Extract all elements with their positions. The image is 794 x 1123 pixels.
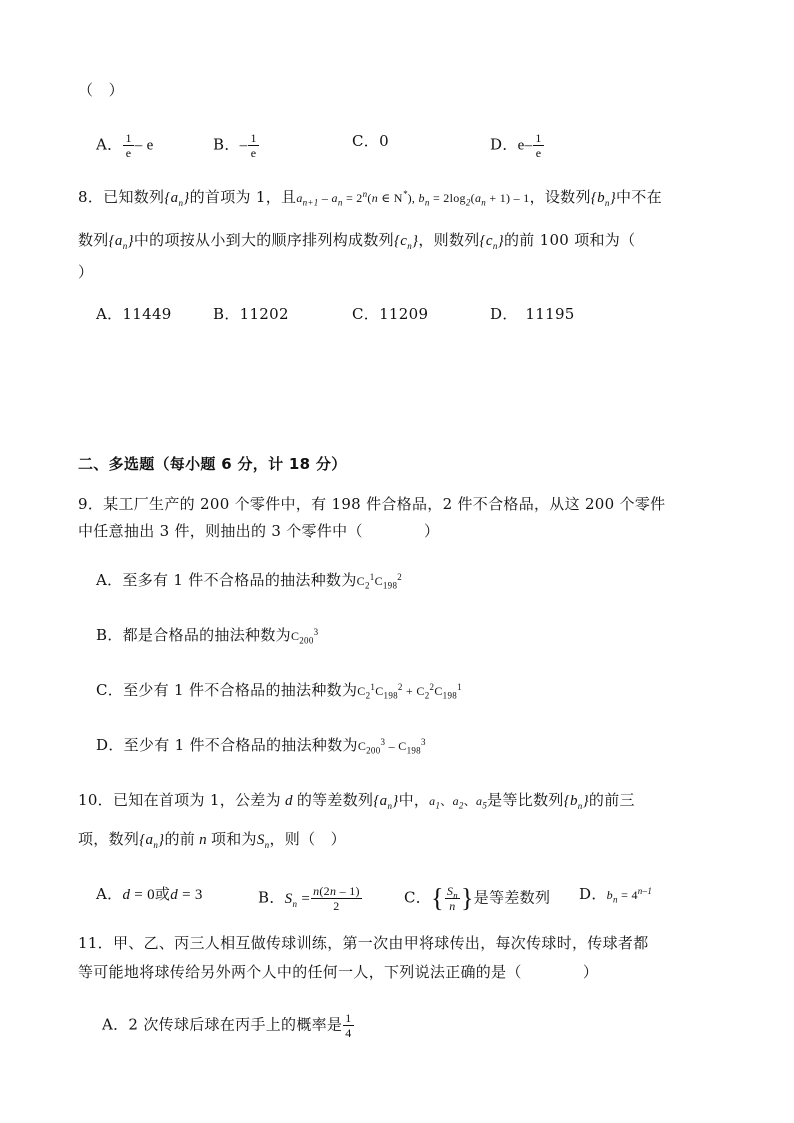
q8-line3: ）: [78, 263, 94, 281]
q7-option-a-frac: $\frac{1}{e}$: [125, 131, 132, 160]
q11-line1: 11．甲、乙、丙三人相互做传球训练，第一次由甲将球传出，每次传球时，传球者都: [78, 934, 649, 952]
q9-option-b-text: B．都是合格品的抽法种数为: [96, 626, 291, 644]
q9-option-c-formula: $C_2^1C_{198}^2 + C_2^2C_{198}^1$: [357, 682, 462, 701]
q10-text: 项和为: [210, 830, 257, 848]
q8-text: 数列: [78, 231, 109, 249]
q8-line1: [78, 187, 662, 208]
q7-option-d-frac: $\frac{1}{e}$: [535, 131, 542, 160]
q8-text: 中不在: [616, 188, 662, 206]
q9-option-c-text: C．至少有 1 件不合格品的抽法种数为: [96, 681, 358, 699]
q8-text: ，则数列: [418, 231, 480, 249]
q10-text: 中，: [398, 791, 430, 809]
q11-line2: 等可能地将球传给另外两个人中的任何一人，下列说法正确的是（ ）: [78, 963, 599, 981]
q7-option-b-frac: $\frac{1}{e}$: [250, 131, 257, 160]
q9-line1: 9．某工厂生产的 200 个零件中，有 198 件合格品，2 件不合格品，从这 200 个零件: [78, 495, 666, 513]
q10-var-n: n: [195, 832, 211, 848]
q9-option-d: [96, 735, 426, 756]
q10-option-b-formula: $S_n$ =: [284, 890, 311, 909]
q10-text: 是等比数列: [487, 791, 564, 809]
q10-option-c-frac: $\frac{S_n}{n}$: [446, 884, 458, 913]
q7-option-a-label: A．: [96, 135, 123, 154]
q10-text: 的前三: [588, 791, 635, 809]
q9-option-a: [96, 570, 402, 591]
q8-text: 的首项为 1，且: [189, 188, 297, 206]
q10-option-d-label: D．: [579, 885, 607, 903]
q9-option-b: [96, 625, 318, 646]
q9-option-d-formula: $C_{200}^3 - C_{198}^3$: [357, 737, 426, 756]
q8-seq-b: $\{b_n\}$: [590, 190, 616, 208]
q8-line2: [78, 230, 635, 251]
q10-option-a-formula: d = 0: [122, 887, 155, 903]
q9-option-c: [96, 680, 462, 701]
q8-seq-c: $\{c_n\}$: [393, 233, 419, 251]
q8-option-a: A．11449: [96, 305, 172, 323]
q10-text: 的前: [164, 830, 196, 848]
q10-option-c-text: 是等差数列: [473, 888, 551, 907]
q10-seq-a: $\{a_n\}$: [139, 832, 165, 850]
q10-text: 10．已知在首项为 1，公差为: [78, 791, 281, 809]
q10-option-d: [579, 884, 652, 905]
q11-option-a-text: A．2 次传球后球在丙手上的概率是: [102, 1015, 343, 1034]
q10-option-c-label: C．: [404, 888, 432, 907]
q9-option-b-formula: $C_{200}^3$: [290, 627, 319, 646]
q8-option-d: D． 11195: [490, 305, 575, 323]
q8-text: 中的项按从小到大的顺序排列构成数列: [133, 231, 394, 249]
q10-terms: $a_1$、$a_2$、$a_5$: [429, 794, 488, 811]
q10-line2: [78, 829, 346, 850]
q9-option-a-text: A．至多有 1 件不合格品的抽法种数为: [96, 571, 357, 589]
q7-option-b-label: B．: [213, 135, 240, 154]
q9-option-d-text: D．至少有 1 件不合格品的抽法种数为: [96, 736, 358, 754]
q7-option-b: B．– $\frac{1}{e}$: [213, 131, 257, 160]
q7-option-c: C．0: [352, 132, 389, 150]
q10-var-d: d: [280, 793, 297, 809]
q10-var-sn: $S_n$: [256, 832, 270, 850]
q10-option-a: [96, 884, 203, 905]
q8-option-c: C．11209: [352, 305, 429, 323]
q9-line2: 中任意抽出 3 件，则抽出的 3 个零件中（ ）: [78, 522, 440, 540]
q8-option-b: B．11202: [213, 305, 289, 323]
q10-text: 项，数列: [78, 830, 140, 848]
q10-option-c: C．{ $\frac{S_n}{n}$ }是等差数列: [404, 883, 551, 913]
q8-recurrence: $a_{n+1} - a_n = 2^n(n$ ∈ N*), $b_n = 2\log_2(a_n + 1) - 1$: [296, 189, 530, 208]
q10-seq-b: $\{b_n\}$: [563, 793, 589, 811]
q11-option-a-frac: $\frac{1}{4}$: [345, 1011, 352, 1040]
q8-seq-a: $\{a_n\}$: [108, 233, 134, 251]
q11-option-a: [102, 1011, 355, 1040]
q8-seq-a: $\{a_n\}$: [164, 190, 190, 208]
q10-line1: [78, 790, 635, 811]
q7-option-a: A． $\frac{1}{e}$ – e: [96, 131, 154, 160]
q10-option-b-label: B．: [258, 888, 285, 907]
q10-option-a-or: 或: [154, 885, 171, 903]
q8-text: 已知数列: [103, 188, 165, 206]
q10-text: ，则（ ）: [269, 830, 346, 848]
q10-text: 的等差数列: [296, 791, 374, 809]
section-heading: 二、多选题（每小题 6 分，计 18 分）: [78, 455, 347, 473]
q7-option-d-label: D．: [490, 135, 518, 154]
q8-text: 的前 100 项和为（: [503, 231, 636, 249]
q8-number: 8．: [78, 188, 104, 206]
q10-option-b: [258, 884, 363, 913]
q8-text: ，设数列: [529, 188, 591, 206]
q7-option-d: D．e– $\frac{1}{e}$: [490, 131, 542, 160]
q7-paren: （ ）: [78, 81, 124, 99]
q9-option-a-formula: $C_2^1C_{198}^2$: [356, 572, 403, 591]
q10-seq-a: $\{a_n\}$: [373, 793, 399, 811]
q10-option-b-frac: $\frac{n(2n - 1)}{2}$: [313, 884, 360, 913]
q8-seq-c: $\{c_n\}$: [479, 233, 504, 251]
q10-option-a-formula2: d = 3: [170, 887, 203, 903]
q10-option-d-formula: $b_n = 4^{n-1}$: [606, 886, 653, 905]
q10-option-a-label: A．: [96, 885, 123, 903]
